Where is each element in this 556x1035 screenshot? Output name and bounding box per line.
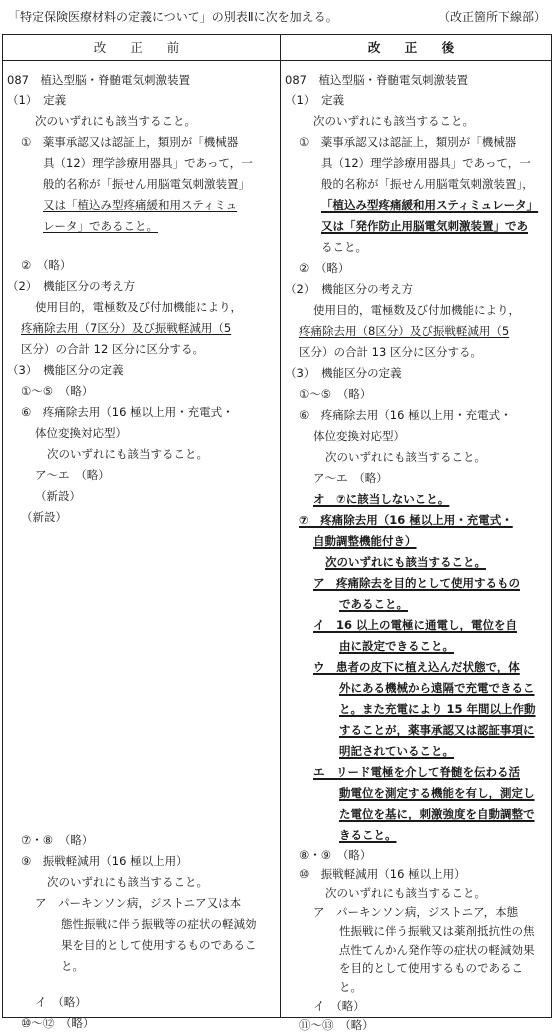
- before-line: 具（12）理学診療用器具」であって，一: [43, 156, 253, 170]
- after-line: ること。: [321, 240, 367, 254]
- before-line: 疼痛除去用（7区分）及び振戦軽減用（5: [21, 321, 232, 335]
- before-line: ⑨ 振戦軽減用（16 極以上用）: [21, 854, 188, 868]
- before-line: ⑦・⑧ （略）: [21, 833, 94, 847]
- after-line: （1） 定義: [285, 93, 345, 107]
- after-line: きること。: [339, 828, 397, 842]
- after-line: ② （略）: [299, 261, 350, 275]
- after-line: 明記されていること。: [339, 744, 454, 758]
- after-line: 動電位を測定する機能を有し，測定し: [339, 786, 535, 800]
- before-line: 般的名称が「振せん用脳電気刺激装置」: [43, 177, 250, 191]
- header-after: 改 正 後: [367, 40, 465, 55]
- before-line: 体位変換対応型）: [35, 426, 127, 440]
- after-line: 区分）の合計 13 区分に区分する。: [299, 345, 482, 359]
- after-line: することが，薬事承認又は認証事項に: [339, 723, 535, 737]
- after-line: ウ 患者の皮下に植え込んだ状態で，体: [313, 660, 520, 674]
- before-line: （新設）: [21, 510, 67, 524]
- before-line: 区分）の合計 12 区分に区分する。: [21, 342, 204, 356]
- after-line: た電位を基に，刺激強度を自動調整で: [339, 807, 535, 821]
- before-line: ①～⑤ （略）: [21, 384, 94, 398]
- after-line: と。: [339, 980, 362, 995]
- after-line: 又は「発作防止用脳電気刺激装置」であ: [321, 219, 528, 233]
- caption-note: （改正箇所下線部）: [437, 10, 546, 24]
- after-line: を目的として使用するものであるこ: [339, 961, 523, 976]
- before-line: 次のいずれにも該当すること。: [35, 114, 196, 128]
- before-line: レータ」であること。: [43, 219, 158, 233]
- comparison-table: [2, 34, 552, 1033]
- after-line: ア パーキンソン病，ジストニア，本態: [313, 904, 519, 919]
- after-line: ア～エ （略）: [313, 471, 388, 485]
- after-line: 般的名称が「振せん用脳電気刺激装置」，: [321, 177, 534, 191]
- before-line: 果を目的として使用するものであるこ: [61, 938, 257, 952]
- after-line: ①～⑤ （略）: [299, 387, 372, 401]
- before-line: （3） 機能区分の定義: [7, 363, 124, 377]
- after-line: ⑧・⑨ （略）: [299, 848, 372, 862]
- before-line: と。: [61, 959, 84, 973]
- before-line: 又は「植込み型疼痛緩和用スティミュ: [43, 198, 238, 212]
- after-line: 使用目的，電極数及び付加機能により，: [313, 303, 520, 317]
- after-line: イ 16 以上の電極に通電し，電位を自: [313, 618, 518, 632]
- after-line: 由に設定できること。: [339, 639, 454, 653]
- before-line: 087 植込型脳・脊髄電気刺激装置: [7, 73, 190, 87]
- before-line: イ （略）: [35, 995, 87, 1009]
- after-line: 087 植込型脳・脊髄電気刺激装置: [285, 73, 468, 87]
- after-line: ⑩ 振戦軽減用（16 極以上用）: [299, 866, 466, 881]
- before-line: ア～エ （略）: [35, 468, 110, 482]
- after-line: 点性てんかん発作等の症状の軽減効果: [339, 942, 535, 957]
- after-line: 次のいずれにも該当すること。: [313, 114, 474, 128]
- after-line: オ ⑦に該当しないこと。: [313, 492, 450, 506]
- after-line: 疼痛除去用（8区分）及び振戦軽減用（5: [299, 324, 510, 338]
- header-before: 改 正 前: [93, 40, 190, 55]
- after-line: （2） 機能区分の考え方: [285, 282, 414, 296]
- after-line: ア 疼痛除去を目的として使用するもの: [313, 576, 520, 590]
- after-line: 次のいずれにも該当すること。: [325, 450, 486, 464]
- after-line: ① 薬事承認又は認証上，類別が「機械器: [299, 135, 517, 149]
- after-line: 「植込み型疼痛緩和用スティミュレータ」: [321, 198, 539, 212]
- after-line: イ （略）: [313, 999, 365, 1014]
- caption: [0, 0, 556, 34]
- before-line: ⑩～⑫ （略）: [21, 1016, 95, 1030]
- after-line: 体位変換対応型）: [313, 429, 405, 443]
- table-header: [3, 35, 551, 61]
- caption-title: 「特定保険医療材料の定義について」の別表Ⅱに次を加える。: [8, 10, 338, 24]
- after-line: と。また充電により 15 年間以上作動: [339, 702, 536, 716]
- before-line: （2） 機能区分の考え方: [7, 279, 136, 293]
- column-divider: [280, 35, 281, 1017]
- before-line: （1） 定義: [7, 93, 67, 107]
- after-line: （3） 機能区分の定義: [285, 366, 402, 380]
- before-line: 使用目的，電極数及び付加機能により，: [35, 300, 242, 314]
- before-line: 次のいずれにも該当すること。: [47, 875, 208, 889]
- after-line: 次のいずれにも該当すること。: [325, 885, 486, 900]
- before-line: 次のいずれにも該当すること。: [47, 447, 208, 461]
- before-line: ① 薬事承認又は認証上，類別が「機械器: [21, 135, 239, 149]
- before-line: ア パーキンソン病，ジストニア又は本: [35, 896, 242, 910]
- after-line: 具（12）理学診療用器具」であって，一: [321, 156, 531, 170]
- before-line: ② （略）: [21, 258, 72, 272]
- after-line: 性振戦に伴う振戦又は薬剤抵抗性の焦: [339, 923, 535, 938]
- after-line: ⑦ 疼痛除去用（16 極以上用・充電式・: [299, 513, 513, 527]
- before-line: （新設）: [35, 489, 81, 503]
- after-line: 次のいずれにも該当すること。: [325, 555, 486, 569]
- after-line: ⑥ 疼痛除去用（16 極以上用・充電式・: [299, 408, 512, 422]
- after-line: であること。: [339, 597, 408, 611]
- before-line: 態性振戦に伴う振戦等の症状の軽減効: [61, 917, 257, 931]
- after-line: エ リード電極を介して脊髄を伝わる活: [313, 765, 520, 779]
- after-line: 外にある機械から遠隔で充電できるこ: [339, 681, 535, 695]
- after-line: 自動調整機能付き）: [313, 534, 417, 548]
- after-line: ⑪～⑬ （略）: [299, 1018, 374, 1033]
- before-line: ⑥ 疼痛除去用（16 極以上用・充電式・: [21, 405, 234, 419]
